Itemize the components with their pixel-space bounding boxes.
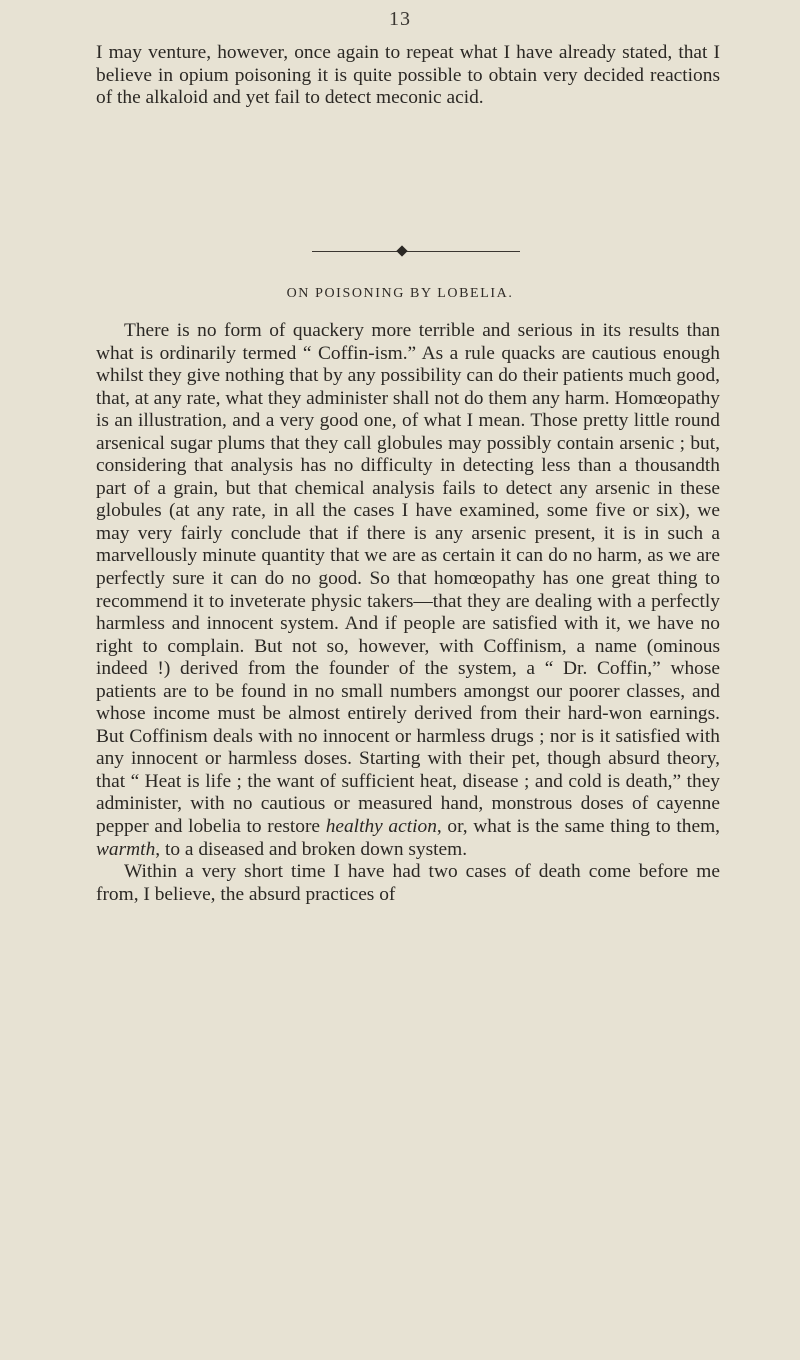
section-divider xyxy=(312,244,520,260)
intro-paragraph-block xyxy=(96,42,720,110)
page-number: 13 xyxy=(389,8,411,30)
body-paragraph-1-text-2: , or, what is the same thing to them, xyxy=(436,816,721,838)
divider-line xyxy=(312,251,520,252)
body-paragraph-2: Within a very short time I have had two cases of death come before me from, I believe, the absurd practices of xyxy=(96,861,720,905)
section-heading: ON POISONING BY LOBELIA. xyxy=(286,286,514,301)
section-body xyxy=(96,320,720,906)
divider-diamond-ornament xyxy=(396,245,407,256)
intro-paragraph: I may venture, however, once again to repeat what I have already stated, that I believe in opium poisoning it is quite possible to obtain very decided reactions of the alkaloid and yet fail to detect meconic acid. xyxy=(96,42,720,109)
body-paragraph-1 xyxy=(96,320,720,861)
italic-healthy-action: healthy action xyxy=(325,816,437,838)
italic-warmth: warmth xyxy=(96,838,156,860)
body-paragraph-1-text: There is no form of quackery more terrible and serious in its results than what is ordinarily termed “ Coffin-ism.” As a rule quacks are cautious enough whilst they give nothing that by any possibility can do their patients much good, that, at any rate, what they administer shall not do them any harm. Homœopathy is an illustration, and a very good one, of what I mean. Those pretty little round arsenical sugar plums that they call globules may possibly contain arsenic ; but, considering that analysis has no difficulty in detecting less than a thousandth part of a grain, but that chemical analysis fails to detect any arsenic in these globules (at any rate, in all the cases I have examined, some five or six), we may very fairly conclude that if there is any arsenic present, it is in such a marvellously minute quantity that we are as certain it can do no harm, as we are perfectly sure it can do no good. So that homœopathy has one great thing to recommend it to inveterate physic takers—that they are dealing with a perfectly harmless and innocent system. And if people are satisfied with it, we have no right to complain. But not so, however, with Coffinism, a name (ominous indeed !) derived from the founder of the system, a “ Dr. Coffin,” whose patients are to be found in no small numbers amongst our poorer classes, and whose income must be almost entirely derived from their hard-won earnings. But Coffinism deals with no innocent or harmless drugs ; nor is it satisfied with any innocent or harmless doses. Starting with their pet, though absurd theory, that “ Heat is life ; the want of sufficient heat, disease ; and cold is death,” they administer, with no cautious or measured hand, monstrous doses of cayenne pepper and lobelia to restore xyxy=(96,320,720,838)
body-paragraph-1-text-3: , to a diseased and broken down system. xyxy=(155,838,468,860)
